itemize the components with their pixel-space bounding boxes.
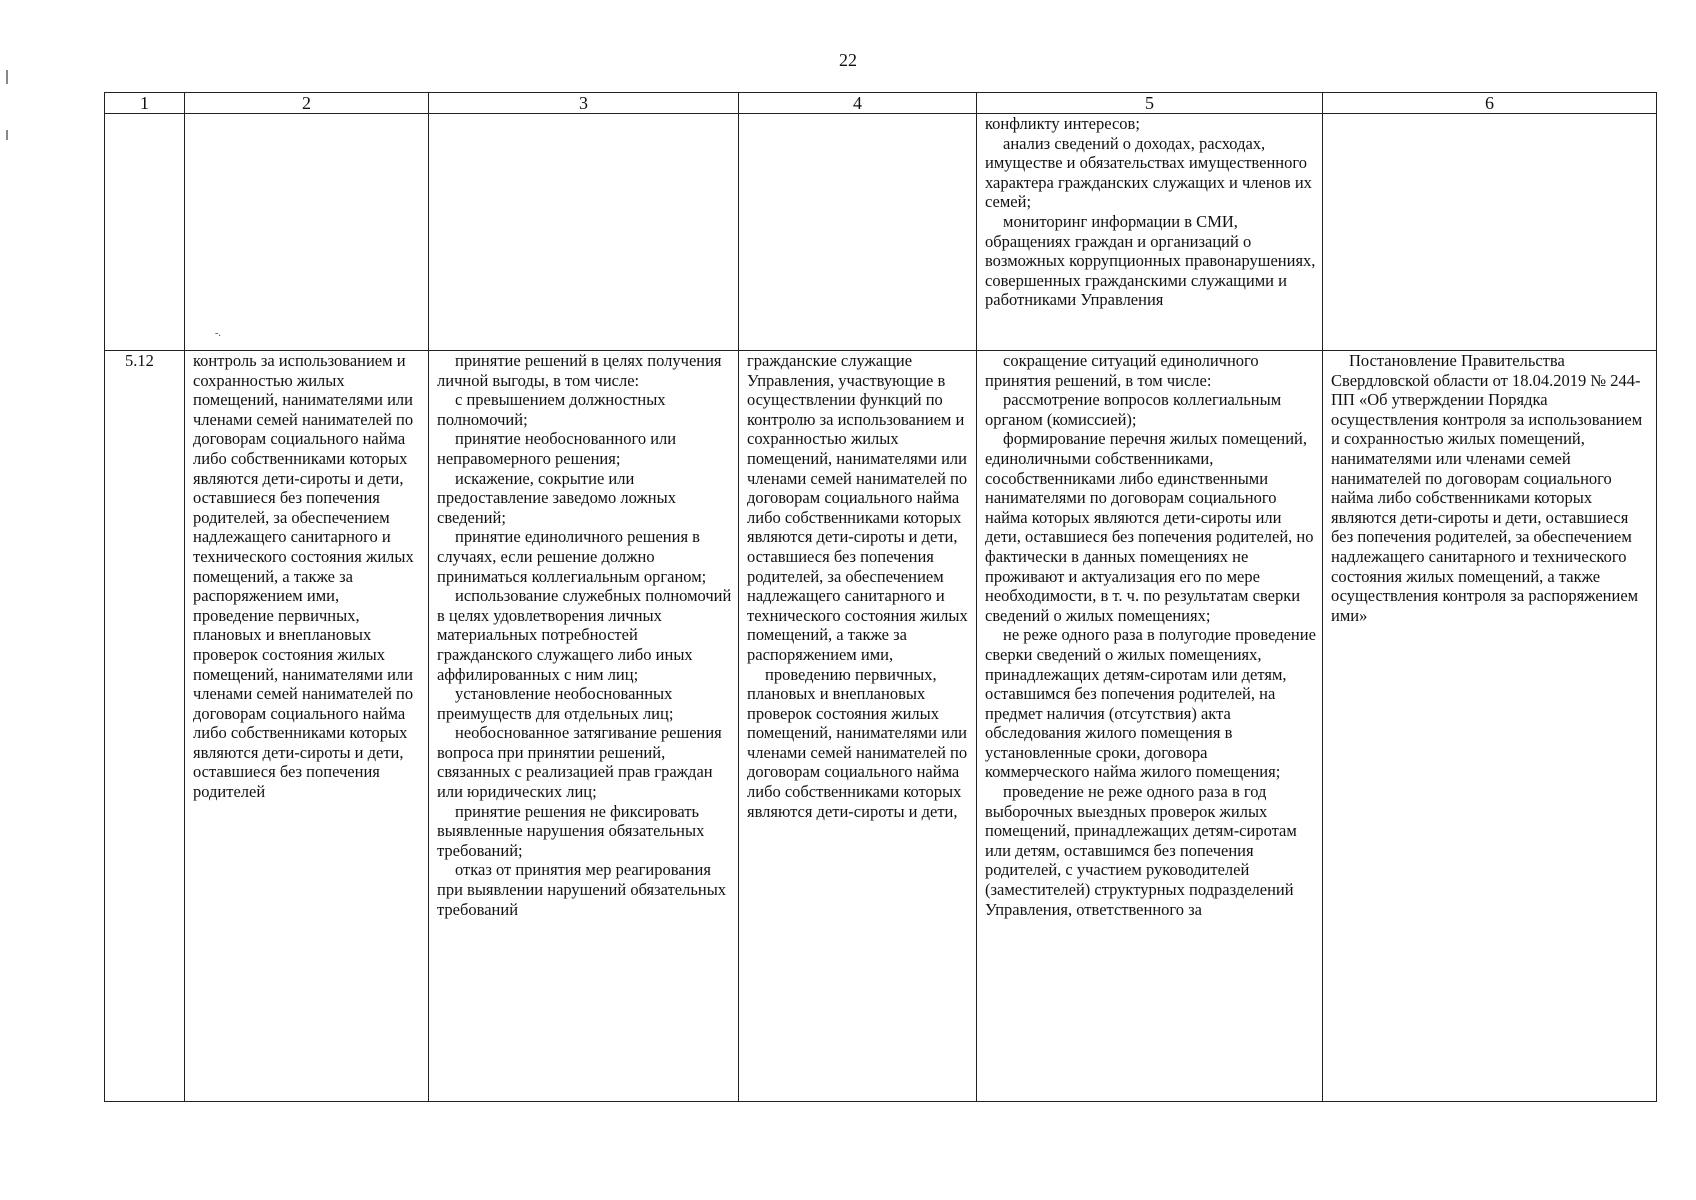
cell-paragraph: необоснованное затягивание решения вопроса при принятии решений, связанных с реализацией прав граждан или юридических лиц; [437,723,722,802]
cell-paragraph: сокращение ситуаций единоличного принятия решений, в том числе: [985,351,1259,390]
cell-paragraph: Постановление Правительства Свердловской области от 18.04.2019 № 244-ПП «Об утверждении Порядка осуществления контроля за использованием и сохранностью жилых помещений, нанимателями или членами семей нанимателей по договорам социального найма либо собственниками которых являются дети-сироты и дети, оставшиеся без попечения родителей, за обеспечением надлежащего санитарного и технического состояния жилых помещений, а также осуществления контроля за распоряжением ими» [1331,351,1643,625]
cell-paragraph: использование служебных полномочий в целях удовлетворения личных материальных потребностей гражданского служащего либо иных аффилированных с ним лиц; [437,586,732,684]
cell-paragraph: контроль за использованием и сохранностью жилых помещений, нанимателями или членами семей нанимателей по договорам социального найма либо собственниками которых являются дети-сироты и дети, оставшиеся без попечения родителей, за обеспечением надлежащего санитарного и технического состояния жилых помещений, а также за распоряжением ими, [193,351,414,606]
measures-cell [977,351,1323,1102]
cell-paragraph: установление необоснованных преимуществ для отдельных лиц; [437,684,674,723]
cell-paragraph: искажение, сокрытие или предоставление заведомо ложных сведений; [437,468,676,527]
header-col-6: 6 [1323,93,1657,114]
cell-paragraph: конфликту интересов; [985,114,1140,133]
cell-paragraph: гражданские служащие Управления, участвующие в осуществлении функций по контролю за использованием и сохранностью жилых помещений, нанимателями или членами семей нанимателей по договорам социального найма либо собственниками которых являются дети-сироты и дети, оставшиеся без попечения родителей, за обеспечением надлежащего санитарного и технического состояния жилых помещений, а также за распоряжением ими, [747,351,968,664]
cell-paragraph: рассмотрение вопросов коллегиальным органом (комиссией); [985,390,1282,429]
cell-paragraph: мониторинг информации в СМИ, обращениях граждан и организаций о возможных коррупционных правонарушениях, совершенных гражданскими служащими и работниками Управления [985,211,1316,310]
cell-paragraph: принятие единоличного решения в случаях, если решение должно приниматься коллегиальным органом; [437,527,707,586]
cell-paragraph: анализ сведений о доходах, расходах, имуществе и обязательствах имущественного характера гражданских служащих и членов их семей; [985,133,1312,212]
header-col-4: 4 [739,93,977,114]
cell-paragraph: принятие решений в целях получения личной выгоды, в том числе: [437,351,722,390]
cont-cell-6 [1323,114,1657,351]
scan-edge-mark [6,130,8,140]
header-row [105,93,1657,114]
cont-cell-2 [185,114,429,351]
cell-paragraph: проведение первичных, плановых и внеплановых проверок состояния жилых помещений, нанимателями или членами семей нанимателей по договорам социального найма либо собственниками которых являются дети-сироты и дети, оставшиеся без попечения родителей [193,605,414,802]
cell-paragraph: проведение не реже одного раза в год выборочных выездных проверок жилых помещений, принадлежащих детям-сиротам или детям, оставшимся без попечения родителей, с участием руководителей (заместителей) структурных подразделений Управления, ответственного за [985,782,1297,919]
cell-paragraph: принятие необоснованного или неправомерного решения; [437,429,677,468]
table-row-5-12 [105,351,1657,1102]
cell-paragraph: не реже одного раза в полугодие проведение сверки сведений о жилых помещениях, принадлежащих детям-сиротам или детям, оставшимся без попечения родителей, на предмет наличия (отсутствия) акта обследования жилого помещения в установленные сроки, договора коммерческого найма жилого помещения; [985,625,1316,782]
legal-basis-cell [1323,351,1657,1102]
table-row-continuation [105,114,1657,351]
cont-cell-5 [977,114,1323,351]
control-function-cell [185,351,429,1102]
cell-paragraph: принятие решения не фиксировать выявленные нарушения обязательных требований; [437,801,705,860]
scan-edge-mark [6,70,8,84]
cont-cell-1 [105,114,185,351]
row-number: 5.12 [105,351,185,1102]
header-col-3: 3 [429,93,739,114]
header-col-1: 1 [105,93,185,114]
cell-paragraph: проведению первичных, плановых и внеплановых проверок состояния жилых помещений, нанимателями или членами семей нанимателей по договорам социального найма либо собственниками которых являются дети-сироты и дети, [747,664,968,821]
cell-paragraph: с превышением должностных полномочий; [437,390,666,429]
measures-table [104,92,1657,1102]
cont-cell-4 [739,114,977,351]
header-col-5: 5 [977,93,1323,114]
cell-paragraph: отказ от принятия мер реагирования при выявлении нарушений обязательных требований [437,860,727,919]
cont-cell-3 [429,114,739,351]
cell-paragraph: формирование перечня жилых помещений, единоличными собственниками, сособственниками либо единственными нанимателями по договорам социального найма которых являются дети-сироты или дети, оставшиеся без попечения родителей, но фактически в данных помещениях не проживают и актуализация его по мере необходимости, в т. ч. по результатам сверки сведений о жилых помещениях; [985,429,1314,625]
scan-artifact-mark: -. [215,328,221,339]
page-number: 22 [839,50,857,70]
header-col-2: 2 [185,93,429,114]
positions-cell [739,351,977,1102]
corruption-risks-cell [429,351,739,1102]
